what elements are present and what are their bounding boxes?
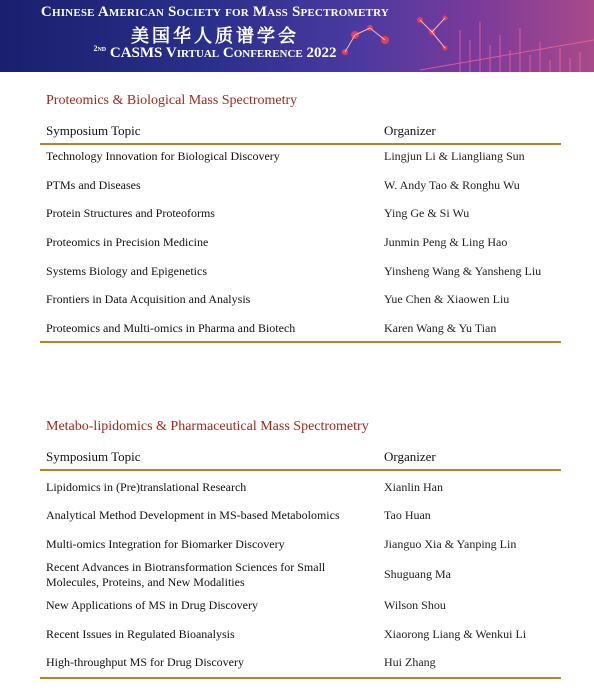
- organizer-cell: Junmin Peng & Ling Hao: [384, 235, 508, 249]
- topic-cell: Systems Biology and Epigenetics: [46, 264, 207, 278]
- organizer-cell: Jianguo Xia & Yanping Lin: [384, 537, 517, 551]
- organizer-cell: Shuguang Ma: [384, 567, 451, 581]
- topic-cell: Multi-omics Integration for Biomarker Discovery: [46, 537, 285, 551]
- society-name: Chinese American Society for Mass Spectrometry: [40, 4, 390, 20]
- table-header: [40, 445, 561, 471]
- topic-cell: Recent Issues in Regulated Bioanalysis: [46, 627, 235, 641]
- topic-cell: Protein Structures and Proteoforms: [46, 206, 215, 220]
- column-header-organizer: Organizer: [384, 449, 436, 464]
- topic-cell: Recent Advances in Biotransformation Sciences for Small Molecules, Proteins, and New Modalities: [46, 560, 326, 589]
- organizer-cell: Yue Chen & Xiaowen Liu: [384, 292, 510, 306]
- topic-cell: Frontiers in Data Acquisition and Analysis: [46, 292, 251, 306]
- section-title-metabolipidomics: Metabo-lipidomics & Pharmaceutical Mass Spectrometry: [46, 419, 369, 434]
- organizer-cell: Xiaorong Liang & Wenkui Li: [384, 627, 527, 641]
- society-name-chinese: 美国华人质谱学会: [131, 26, 299, 47]
- topic-cell: Lipidomics in (Pre)translational Research: [46, 480, 247, 494]
- organizer-cell: Xianlin Han: [384, 480, 443, 494]
- table-bottom-rule: [40, 341, 561, 343]
- topic-cell: Proteomics and Multi-omics in Pharma and Biotech: [46, 321, 296, 335]
- column-header-topic: Symposium Topic: [46, 449, 141, 464]
- table-bottom-rule: [40, 677, 561, 679]
- organizer-cell: Karen Wang & Yu Tian: [384, 321, 497, 335]
- organizer-cell: W. Andy Tao & Ronghu Wu: [384, 178, 520, 192]
- organizer-cell: Lingjun Li & Liangliang Sun: [384, 149, 525, 163]
- table-header: [40, 119, 561, 145]
- organizer-cell: Wilson Shou: [384, 598, 446, 612]
- column-header-topic: Symposium Topic: [46, 123, 141, 138]
- section-title-proteomics: Proteomics & Biological Mass Spectrometry: [46, 93, 298, 108]
- topic-cell: Proteomics in Precision Medicine: [46, 235, 209, 249]
- organizer-cell: Tao Huan: [384, 508, 431, 522]
- organizer-cell: Yinsheng Wang & Yansheng Liu: [384, 264, 542, 278]
- organizer-cell: Ying Ge & Si Wu: [384, 206, 470, 220]
- conference-title: CASMS Virtual Conference 2022: [109, 45, 337, 61]
- topic-cell: New Applications of MS in Drug Discovery: [46, 598, 258, 612]
- conference-ordinal: 2nd: [93, 44, 107, 53]
- conference-name: [0, 44, 430, 62]
- column-header-organizer: Organizer: [384, 123, 436, 138]
- topic-cell: Technology Innovation for Biological Discovery: [46, 149, 280, 163]
- topic-cell: PTMs and Diseases: [46, 178, 141, 192]
- topic-cell: High-throughput MS for Drug Discovery: [46, 655, 244, 669]
- conference-banner: [0, 0, 594, 72]
- organizer-cell: Hui Zhang: [384, 655, 436, 669]
- topic-cell: Analytical Method Development in MS-based Metabolomics: [46, 508, 340, 522]
